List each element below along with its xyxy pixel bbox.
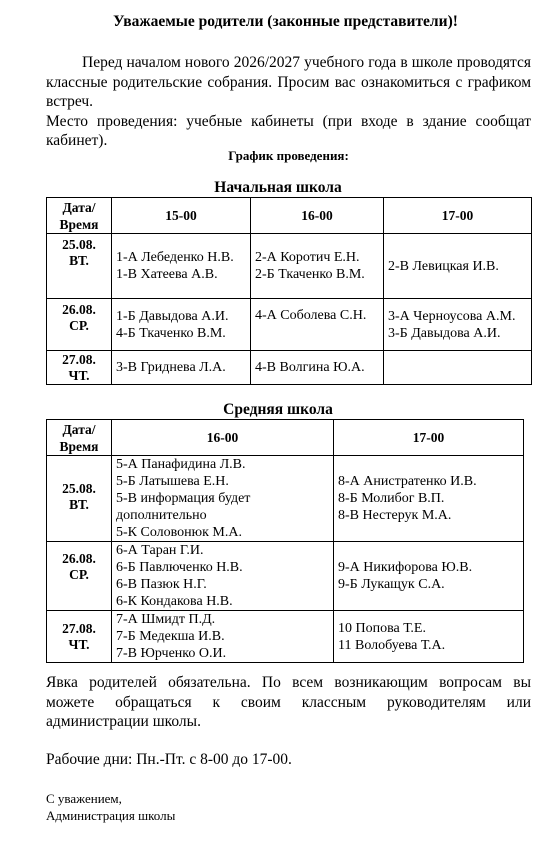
time-slot-header: 16-00: [251, 198, 384, 234]
date-cell: 26.08. СР.: [47, 542, 112, 611]
schedule-heading: График проведения:: [228, 148, 349, 163]
meeting-cell: 5-А Панафидина Л.В. 5-Б Латышева Е.Н. 5-В информация будет дополнительно 5-К Соловонюк М.А.: [112, 456, 334, 542]
meeting-cell: 8-А Анистратенко И.В. 8-Б Молибог В.П. 8-В Нестерук М.А.: [334, 456, 524, 542]
table-row: [47, 542, 524, 611]
date-cell: 27.08. ЧТ.: [47, 351, 112, 385]
time-slot-header: 15-00: [112, 198, 251, 234]
time-slot-header: 17-00: [384, 198, 532, 234]
meeting-cell: 10 Попова Т.Е. 11 Волобуева Т.А.: [334, 611, 524, 663]
page-title: Уважаемые родители (законные представители)!: [113, 13, 458, 30]
time-slot-header: 17-00: [334, 420, 524, 456]
meeting-cell: 2-А Коротич Е.Н. 2-Б Ткаченко В.М.: [251, 234, 384, 299]
date-cell: 25.08. ВТ.: [47, 234, 112, 299]
meeting-cell: 1-А Лебеденко Н.В. 1-В Хатеева А.В.: [112, 234, 251, 299]
intro-text: [46, 53, 531, 151]
meeting-cell: 7-А Шмидт П.Д. 7-Б Медекша И.В. 7-В Юрченко О.И.: [112, 611, 334, 663]
meeting-cell: 9-А Никифорова Ю.В. 9-Б Лукащук С.А.: [334, 542, 524, 611]
meeting-cell: 3-В Гриднева Л.А.: [112, 351, 251, 385]
date-cell: 27.08. ЧТ.: [47, 611, 112, 663]
middle-school-title: Средняя школа: [223, 401, 333, 418]
intro-paragraph: Перед началом нового 2026/2027 учебного года в школе проводятся классные родительские собрания. Просим вас ознакомиться с графиком встреч.: [46, 54, 531, 110]
middle-schedule-table: [46, 419, 524, 663]
attendance-note: Явка родителей обязательна. По всем возникающим вопросам вы можете обращаться к своим классным руководителям или администрации школы.: [46, 674, 531, 730]
meeting-cell: 6-А Таран Г.И. 6-Б Павлюченко Н.В. 6-В Пазюк Н.Г. 6-К Кондакова Н.В.: [112, 542, 334, 611]
venue-paragraph: Место проведения: учебные кабинеты (при входе в здание сообщат кабинет).: [46, 112, 531, 149]
date-cell: 25.08. ВТ.: [47, 456, 112, 542]
meeting-cell: 3-А Черноусова А.М. 3-Б Давыдова А.И.: [384, 299, 532, 351]
table-row: [47, 351, 532, 385]
meeting-cell: 1-Б Давыдова А.И. 4-Б Ткаченко В.М.: [112, 299, 251, 351]
table-row: [47, 611, 524, 663]
table-header-row: [47, 198, 532, 234]
time-slot-header: 16-00: [112, 420, 334, 456]
date-cell: 26.08. СР.: [47, 299, 112, 351]
table-row: [47, 299, 532, 351]
signoff: [46, 790, 175, 824]
work-hours: Рабочие дни: Пн.-Пт. с 8-00 до 17-00.: [46, 751, 292, 768]
primary-schedule-table: [46, 197, 532, 385]
regards-line: С уважением,: [46, 791, 122, 806]
meeting-cell: 2-В Левицкая И.В.: [384, 234, 532, 299]
table-row: [47, 456, 524, 542]
date-time-header: Дата/ Время: [47, 420, 112, 456]
meeting-cell: 4-А Соболева С.Н.: [251, 299, 384, 351]
signature-line: Администрация школы: [46, 808, 176, 823]
date-time-header: Дата/ Время: [47, 198, 112, 234]
meeting-cell: [384, 351, 532, 385]
table-header-row: [47, 420, 524, 456]
table-row: [47, 234, 532, 299]
meeting-cell: 4-В Волгина Ю.А.: [251, 351, 384, 385]
primary-school-title: Начальная школа: [214, 179, 342, 196]
